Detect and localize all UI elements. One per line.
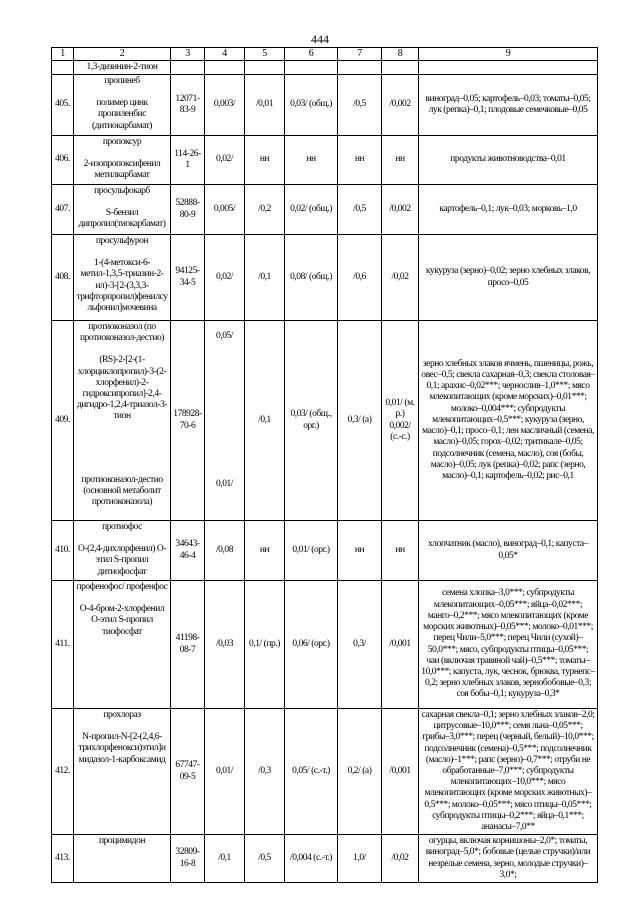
residue-limits: огурцы, включая корнишоны–2,0*; томаты, виноград–5,0*; бобовые (целые стручки)/или незрелые семена, зерно, молодые стручки)–3,0*; [419,835,598,883]
row-number: 411. [52,581,74,709]
row-number: 409. [52,321,74,521]
residue-limits: продукты животноводства–0,01 [419,136,598,185]
substance-title: протиоконазол (по протиоконазол-дестио) [79,322,165,344]
substance-cell [74,136,171,185]
substance-cell [74,521,171,581]
value-col7: 1,0/ [338,835,382,883]
value-col4: 0,005/ [205,185,245,235]
value-col6: 0,01/ (орг.) [285,521,338,581]
cas-number: 34643-46-4 [171,521,205,581]
cas-number: 32809-16-8 [171,835,205,883]
substance-title: процимидон [98,836,145,847]
substance-title: прохлораз [103,710,141,720]
value-col8: /0,002 [382,75,419,136]
column-header: 6 [285,48,338,61]
value-col6: 0,02/ (общ.) [285,185,338,235]
residue-limits: виноград–0,05; картофель–0,03; томаты–0,05; лук (репка)–0,1; плодовые семечковые–0,05 [419,75,598,136]
value-col4: /0,1 [205,835,245,883]
table-row [52,835,598,883]
row-number: 406. [52,136,74,185]
value-col8: /0,02 [382,235,419,321]
value-col4: 0,02/ [205,136,245,185]
cas-number: 52888-80-9 [171,185,205,235]
value-col7: 0,3/ [338,581,382,709]
column-header: 3 [171,48,205,61]
header-row [52,48,598,61]
table-row [52,321,598,521]
residue-limits: зерно хлебных злаков ячмень, пшеницы, рожь, овес–0,5; свекла сахарная–0,3; свекла столовая–0,1; арахис–0,02***; чернослив–1,0***; мясо млекопитающих (кроме морских)–0,01***; молоко–0,004***; субпродукты млекопитающих–0,5***; кукуруза (зерно, масло)–0,1; просо–0,1; лен масличный (семена, масло)–0,05; горох–0,02; тритикале–0,05; подсолнечник (семена, масло), соя (бобы, масло)–0,05; лук (репка)–0,02; рапс (зерно, масло)–0,1; картофель–0,02; рис–0,1 [419,321,598,521]
value-col5: нн [245,136,285,185]
row-number: 408. [52,235,74,321]
value-col5: /0,01 [245,75,285,136]
substance-title: профенофос/ профенфос [76,582,168,592]
value-col7: 0,2/ (а) [338,709,382,835]
column-header: 4 [205,48,245,61]
cas-number: 41198-08-7 [171,581,205,709]
residue-limits: картофель–0,1; лук–0,03; морковь–1,0 [419,185,598,235]
table-row [52,581,598,709]
value-col8: нн [382,521,419,581]
value-col5: нн [245,521,285,581]
cas-number: 12071-83-9 [171,75,205,136]
substance-title: протиофос [102,522,142,532]
substance-title: просульфурон [95,236,149,246]
substance-cell [74,185,171,235]
value-col4: /0,03 [205,581,245,709]
row-number: 412. [52,709,74,835]
residue-limits: семена хлопка–3,0***; субпродукты млекопитающих–0,05***; яйца–0,02***; манго–0,2***; мясо млекопитающих (кроме морских животных)–0,05***; молоко–0,01***; перец Чили–5,0***; перец Чили (сухой)–50,0***; мясо, субпродукты птицы–0,05***; чаи (включая травяной чай)–0,5***; томаты–10,0***; капуста, лук, чеснок, брюква, турнепс–0,2; зерно хлебных злаков, зернобобовые–0,3; соя бобы–0,1; кукуруза–0,3* [419,581,598,709]
value-col8: 0,01/ (м. р.) 0,002/ (с.-с.) [382,321,419,521]
row-number: 405. [52,75,74,136]
value-col6: 0,03/ (общ.) [285,75,338,136]
chemical-name: 2-изопропоксифенил метилкарбамат [83,159,161,181]
cas-number: 114-26-1 [171,136,205,185]
substance-cell [74,835,171,883]
row-number: 407. [52,185,74,235]
value-col5: /0,3 [245,709,285,835]
value-col7: /0,6 [338,235,382,321]
value-col5: /0,1 [245,235,285,321]
table-row [52,136,598,185]
chemical-name: S-бензил дипропил(тиокарбамат) [78,208,166,230]
cas-number: 67747-09-5 [171,709,205,835]
value-col7: нн [338,521,382,581]
value-col7: 0,3/ (а) [338,321,382,521]
table-row [52,75,598,136]
value-col8: нн [382,136,419,185]
metabolite-name: протиоконазол-дестио (основной метаболит протиоконазола) [81,474,163,508]
chemical-name: O-4-бром-2-хлорфенил O-этил S-пропил тиофосфат [79,604,165,637]
value-col6: 0,08/ (общ.) [285,235,338,321]
value-col6: 0,03/ (общ., орг.) [285,321,338,521]
value-col5: /0,5 [245,835,285,883]
table-row [52,521,598,581]
substance-cell [74,709,171,835]
carry-over-text: 1,3-дизинин-2-тион [74,60,171,74]
value-col8: /0,001 [382,709,419,835]
column-header: 9 [419,48,598,61]
column-header: 1 [52,48,74,61]
chemical-name: (RS)-2-[2-(1-хлорциклопропил)-3-(2-хлорфенил)-2-гидроксипропил]-2,4-дигидро-1,2,4-триазол-3-тион [76,355,168,422]
substance-cell [74,581,171,709]
value-col4: 0,003/ [205,75,245,136]
row-number: 413. [52,835,74,883]
residue-limits: хлопчатник (масло), виноград–0,1; капуста–0,05* [419,521,598,581]
table-row [52,235,598,321]
residue-limits: сахарная свекла–0,1; зерно хлебных злаков–2,0; цитрусовые–10,0***; семя льна–0,05***; грибы–3,0***; перец (черный, белый)–10,0***; подсолнечник (семена)–0,5***; подсолнечник (масло)–1***; рапс (зерно)–0,7***; отруби не обработанные–7,0***; субпродукты млекопитающих–10,0***; мясо млекопитающих (кроме морских животных)–0,5***; молоко–0,05***; мясо птицы–0,05***; субпродукты птицы–0,2***; яйца–0,1***; ананасы–7,0** [419,709,598,835]
value-col6: нн [285,136,338,185]
value-col4-bottom: 0,01/ [215,479,233,490]
chemical-name: полимер цинк пропиленбис (дитиокарбамат) [91,98,153,131]
substance-cell [74,321,171,521]
table-row [52,60,598,74]
column-header: 2 [74,48,171,61]
cas-number: 178928-70-6 [171,321,205,521]
substance-cell [74,75,171,136]
column-header: 8 [382,48,419,61]
value-col5: /0,1 [245,321,285,521]
value-col6: /0,004 (с.-т.) [285,835,338,883]
cas-number: 94125-34-5 [171,235,205,321]
substance-cell [74,235,171,321]
value-col4-top: 0,05/ [215,331,233,341]
value-col8: /0,02 [382,835,419,883]
value-col6: 0,06/ (орг.) [285,581,338,709]
value-col7: /0,5 [338,185,382,235]
chemical-name: N-пропил-N-[2-(2,4,6-трихлорфенокси)этил]имидазол-1-карбоксамид [78,732,166,765]
value-col7: /0,5 [338,75,382,136]
chemical-name: O-(2,4-дихлорфенил) O-этил S-пропил дитиофосфат [77,544,167,577]
chemical-name: 1-(4-метокси-6-метил-1,3,5-триазин-2-ил)-3-[2-(3,3,3-трифторпропил)фенилсульфонил]мочевина [76,258,168,314]
table-row [52,185,598,235]
value-col5: /0,2 [245,185,285,235]
value-col4: /0,08 [205,521,245,581]
value-col4: 0,01/ [205,709,245,835]
value-col4 [205,321,245,521]
value-col5: 0,1/ (пр.) [245,581,285,709]
substance-title: пропинеб [104,76,140,86]
value-col6: 0,05/ (с.-т.) [285,709,338,835]
pesticide-table [51,47,598,883]
value-col8: /0,001 [382,581,419,709]
residue-limits: кукуруза (зерно)–0,02; зерно хлебных злаков, просо–0,05 [419,235,598,321]
substance-title: пропоксур [102,137,142,147]
table-row [52,709,598,835]
page-number: 444 [311,32,329,46]
row-number: 410. [52,521,74,581]
column-header: 5 [245,48,285,61]
value-col7: нн [338,136,382,185]
substance-title: просульфокарб [94,186,150,196]
value-col8: /0,002 [382,185,419,235]
column-header: 7 [338,48,382,61]
value-col4: 0,02/ [205,235,245,321]
